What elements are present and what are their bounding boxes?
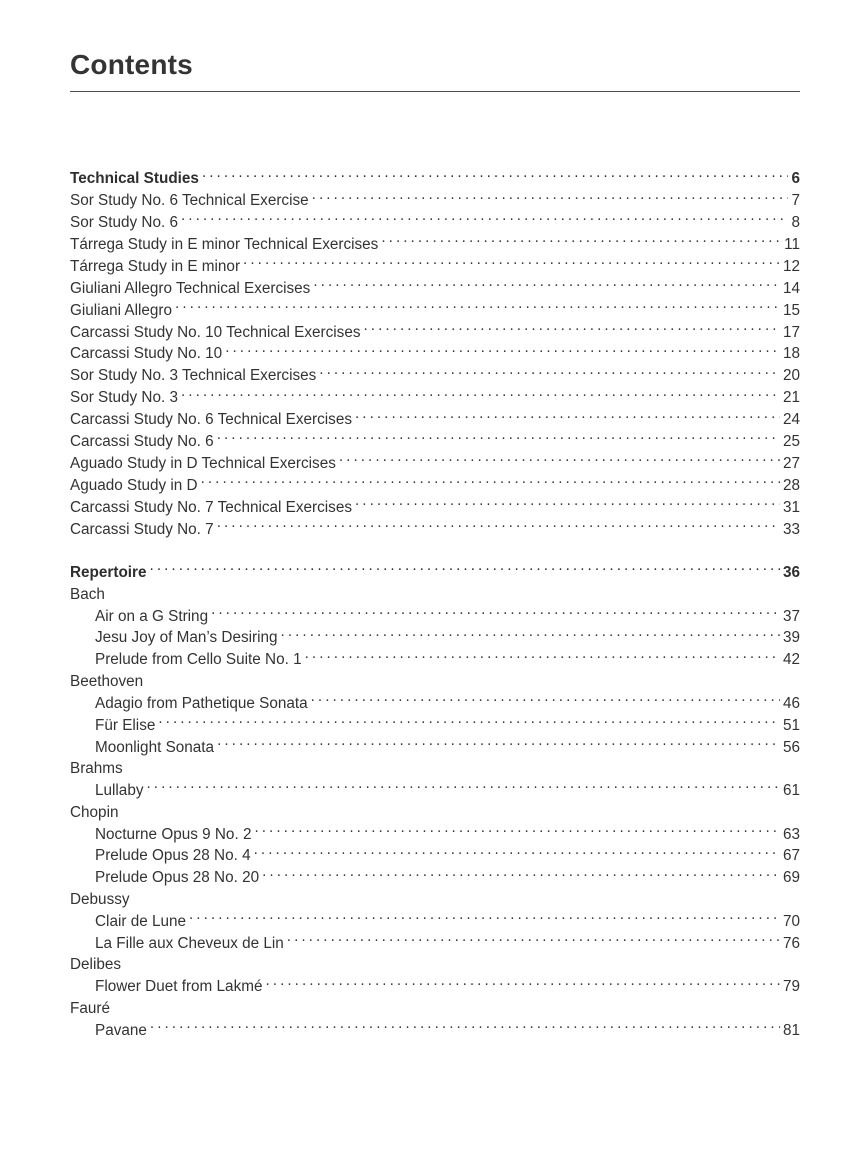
toc-entry-label: Beethoven	[70, 672, 144, 690]
toc-entry-label: Jesu Joy of Man’s Desiring	[95, 629, 278, 647]
toc-entry-label: Flower Duet from Lakmé	[95, 978, 263, 996]
toc-group-heading	[70, 802, 800, 824]
toc-entry-label: Tárrega Study in E minor	[70, 257, 241, 275]
toc-section-heading[interactable]	[70, 562, 800, 584]
toc-entry[interactable]	[70, 867, 800, 889]
toc-entry[interactable]	[70, 976, 800, 998]
toc-page-number: 79	[782, 978, 800, 996]
toc-entry-label: Moonlight Sonata	[95, 738, 215, 756]
toc-entry-label: Repertoire	[70, 564, 147, 582]
toc-entry[interactable]	[70, 1019, 800, 1041]
toc-entry[interactable]	[70, 474, 800, 496]
toc-group-heading	[70, 954, 800, 976]
toc-page-number: 20	[782, 367, 800, 385]
toc-entry-label: Air on a G String	[95, 607, 209, 625]
toc-dot-leader	[150, 562, 780, 577]
toc-dot-leader	[225, 343, 780, 358]
title-divider	[70, 91, 800, 92]
toc-page-number: 70	[782, 912, 800, 930]
toc-entry-label: Aguado Study in D	[70, 476, 198, 494]
toc-page-number: 39	[782, 629, 800, 647]
toc-dot-leader	[243, 256, 780, 271]
toc-entry[interactable]	[70, 823, 800, 845]
toc-page-number: 6	[791, 170, 800, 188]
toc-entry[interactable]	[70, 299, 800, 321]
toc-entry[interactable]	[70, 387, 800, 409]
toc-entry[interactable]	[70, 845, 800, 867]
toc-page-number: 63	[782, 825, 800, 843]
toc-entry[interactable]	[70, 431, 800, 453]
toc-entry-label: Carcassi Study No. 7 Technical Exercises	[70, 498, 352, 516]
toc-entry-label: Giuliani Allegro Technical Exercises	[70, 279, 311, 297]
toc-page-number: 67	[782, 847, 800, 865]
toc-page-number: 51	[782, 716, 800, 734]
toc-page-number: 56	[782, 738, 800, 756]
toc-dot-leader	[355, 496, 780, 511]
toc-entry[interactable]	[70, 365, 800, 387]
toc-section-spacer	[70, 540, 800, 562]
toc-group-heading	[70, 584, 800, 606]
toc-entry[interactable]	[70, 692, 800, 714]
toc-page-number: 12	[782, 257, 800, 275]
toc-entry-label: Fauré	[70, 999, 110, 1017]
toc-dot-leader	[254, 823, 780, 838]
toc-dot-leader	[311, 692, 780, 707]
toc-entry[interactable]	[70, 212, 800, 234]
toc-entry[interactable]	[70, 190, 800, 212]
toc-entry-label: Tárrega Study in E minor Technical Exercises	[70, 235, 379, 253]
toc-group-heading	[70, 758, 800, 780]
toc-dot-leader	[281, 627, 780, 642]
toc-dot-leader	[313, 277, 780, 292]
toc-entry-label: Carcassi Study No. 10 Technical Exercises	[70, 323, 361, 341]
toc-page-number: 33	[782, 520, 800, 538]
toc-page-number: 31	[782, 498, 800, 516]
toc-page-number: 28	[782, 476, 800, 494]
toc-entry-label: Sor Study No. 3 Technical Exercises	[70, 367, 317, 385]
toc-dot-leader	[217, 518, 780, 533]
toc-entry-label: Carcassi Study No. 7	[70, 520, 214, 538]
toc-page-number: 21	[782, 389, 800, 407]
toc-page-number: 8	[791, 214, 800, 232]
toc-entry[interactable]	[70, 343, 800, 365]
page-title: Contents	[70, 49, 193, 80]
toc-entry[interactable]	[70, 736, 800, 758]
toc-dot-leader	[150, 1019, 780, 1034]
toc-dot-leader	[158, 714, 780, 729]
toc-page-number: 61	[782, 782, 800, 800]
toc-entry-label: Chopin	[70, 803, 119, 821]
toc-dot-leader	[381, 234, 781, 249]
toc-entry-label: Bach	[70, 585, 105, 603]
toc-dot-leader	[265, 976, 780, 991]
toc-page-number: 11	[784, 235, 800, 253]
toc-entry[interactable]	[70, 911, 800, 933]
toc-entry-label: Giuliani Allegro	[70, 301, 173, 319]
toc-entry[interactable]	[70, 496, 800, 518]
toc-entry-label: Prelude from Cello Suite No. 1	[95, 651, 302, 669]
toc-dot-leader	[211, 605, 780, 620]
toc-dot-leader	[363, 321, 780, 336]
toc-dot-leader	[319, 365, 780, 380]
toc-page-number: 42	[782, 651, 800, 669]
toc-dot-leader	[202, 168, 789, 183]
toc-entry-label: Pavane	[95, 1021, 147, 1039]
toc-entry-label: Delibes	[70, 956, 122, 974]
toc-dot-leader	[305, 649, 780, 664]
toc-entry[interactable]	[70, 932, 800, 954]
toc-entry-label: Prelude Opus 28 No. 20	[95, 869, 260, 887]
toc-dot-leader	[201, 474, 780, 489]
toc-entry-label: Sor Study No. 3	[70, 389, 178, 407]
toc-page-number: 46	[782, 694, 800, 712]
toc-entry[interactable]	[70, 627, 800, 649]
toc-entry-label: Lullaby	[95, 782, 144, 800]
toc-dot-leader	[254, 845, 780, 860]
toc-dot-leader	[339, 453, 780, 468]
toc-dot-leader	[355, 409, 780, 424]
toc-entry[interactable]	[70, 277, 800, 299]
toc-entry[interactable]	[70, 256, 800, 278]
toc-entry-label: Clair de Lune	[95, 912, 186, 930]
toc-entry[interactable]	[70, 714, 800, 736]
toc-dot-leader	[262, 867, 780, 882]
toc-group-heading	[70, 671, 800, 693]
toc-dot-leader	[287, 932, 780, 947]
toc-entry-label: Carcassi Study No. 6	[70, 432, 214, 450]
toc-page-number: 17	[782, 323, 800, 341]
toc-entry-label: Sor Study No. 6	[70, 214, 178, 232]
toc-entry[interactable]	[70, 605, 800, 627]
page-header	[70, 50, 800, 92]
toc-dot-leader	[312, 190, 789, 205]
toc-entry-label: Carcassi Study No. 10	[70, 345, 223, 363]
toc-entry[interactable]	[70, 518, 800, 540]
toc-page-number: 76	[782, 934, 800, 952]
toc-page-number: 36	[782, 564, 800, 582]
toc-entry[interactable]	[70, 453, 800, 475]
toc-entry-label: Nocturne Opus 9 No. 2	[95, 825, 252, 843]
toc-entry[interactable]	[70, 409, 800, 431]
toc-entry[interactable]	[70, 780, 800, 802]
toc-dot-leader	[175, 299, 780, 314]
toc-entry[interactable]	[70, 321, 800, 343]
toc-entry-label: Technical Studies	[70, 170, 199, 188]
toc-dot-leader	[181, 387, 780, 402]
toc-page-number: 14	[782, 279, 800, 297]
toc-page-number: 27	[782, 454, 800, 472]
toc-page-number: 81	[782, 1021, 800, 1039]
toc-page-number: 37	[782, 607, 800, 625]
toc-entry-label: Debussy	[70, 890, 130, 908]
toc-group-heading	[70, 889, 800, 911]
toc-entry-label: Aguado Study in D Technical Exercises	[70, 454, 336, 472]
toc-entry-label: Brahms	[70, 760, 123, 778]
toc-dot-leader	[181, 212, 789, 227]
toc-page-number: 25	[782, 432, 800, 450]
table-of-contents	[70, 168, 800, 1041]
toc-entry-label: Prelude Opus 28 No. 4	[95, 847, 251, 865]
toc-group-heading	[70, 998, 800, 1020]
toc-entry[interactable]	[70, 649, 800, 671]
toc-dot-leader	[217, 736, 780, 751]
toc-dot-leader	[189, 911, 780, 926]
toc-entry-label: Carcassi Study No. 6 Technical Exercises	[70, 411, 352, 429]
toc-dot-leader	[217, 431, 780, 446]
toc-entry[interactable]	[70, 234, 800, 256]
toc-page-number: 69	[782, 869, 800, 887]
toc-entry-label: Für Elise	[95, 716, 156, 734]
toc-entry-label: La Fille aux Cheveux de Lin	[95, 934, 284, 952]
toc-page-number: 18	[782, 345, 800, 363]
toc-dot-leader	[146, 780, 780, 795]
toc-entry-label: Adagio from Pathetique Sonata	[95, 694, 308, 712]
toc-section-heading[interactable]	[70, 168, 800, 190]
toc-page-number: 15	[782, 301, 800, 319]
toc-page-number: 24	[782, 411, 800, 429]
toc-page-number: 7	[791, 192, 800, 210]
toc-entry-label: Sor Study No. 6 Technical Exercise	[70, 192, 309, 210]
